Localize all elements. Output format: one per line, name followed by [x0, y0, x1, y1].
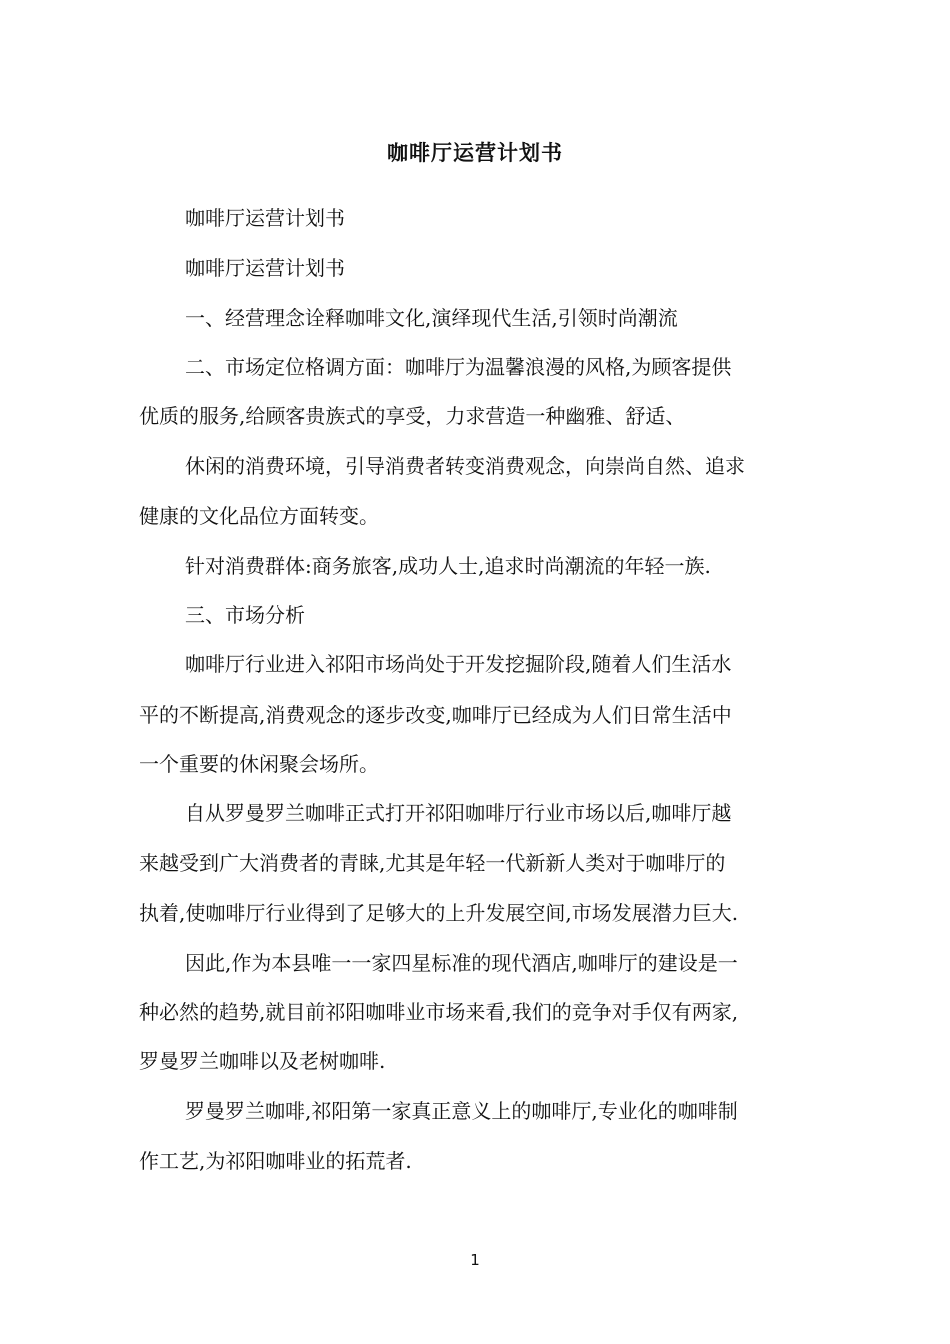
paragraph-line: 平的不断提高,消费观念的逐步改变,咖啡厅已经成为人们日常生活中 [139, 703, 732, 727]
paragraph-line: 咖啡厅行业进入祁阳市场尚处于开发挖掘阶段,随着人们生活水 [185, 652, 732, 676]
paragraph-line: 一个重要的休闲聚会场所。 [139, 752, 379, 776]
paragraph-line: 休闲的消费环境，引导消费者转变消费观念，向崇尚自然、追求 [185, 454, 745, 478]
paragraph-line: 针对消费群体:商务旅客,成功人士,追求时尚潮流的年轻一族. [185, 554, 711, 578]
paragraph-line: 三、市场分析 [185, 603, 305, 627]
paragraph-line: 种必然的趋势,就目前祁阳咖啡业市场来看,我们的竞争对手仅有两家, [139, 1000, 739, 1024]
paragraph-line: 罗曼罗兰咖啡以及老树咖啡. [139, 1049, 386, 1073]
paragraph-line: 执着,使咖啡厅行业得到了足够大的上升发展空间,市场发展潜力巨大. [139, 901, 739, 925]
paragraph-line: 一、经营理念诠释咖啡文化,演绎现代生活,引领时尚潮流 [185, 306, 678, 330]
paragraph-line: 健康的文化品位方面转变。 [139, 504, 379, 528]
document-title: 咖啡厅运营计划书 [387, 141, 563, 165]
paragraph-line: 咖啡厅运营计划书 [185, 256, 345, 280]
paragraph-line: 作工艺,为祁阳咖啡业的拓荒者. [139, 1149, 412, 1173]
page-number: 1 [470, 1251, 480, 1269]
paragraph-line: 优质的服务,给顾客贵族式的享受，力求营造一种幽雅、舒适、 [139, 404, 686, 428]
paragraph-line: 罗曼罗兰咖啡,祁阳第一家真正意义上的咖啡厅,专业化的咖啡制 [185, 1099, 738, 1123]
paragraph-line: 来越受到广大消费者的青睐,尤其是年轻一代新新人类对于咖啡厅的 [139, 851, 726, 875]
paragraph-line: 咖啡厅运营计划书 [185, 206, 345, 230]
paragraph-line: 二、市场定位格调方面：咖啡厅为温馨浪漫的风格,为顾客提供 [185, 355, 732, 379]
paragraph-line: 自从罗曼罗兰咖啡正式打开祁阳咖啡厅行业市场以后,咖啡厅越 [185, 801, 732, 825]
paragraph-line: 因此,作为本县唯一一家四星标准的现代酒店,咖啡厅的建设是一 [185, 951, 738, 975]
